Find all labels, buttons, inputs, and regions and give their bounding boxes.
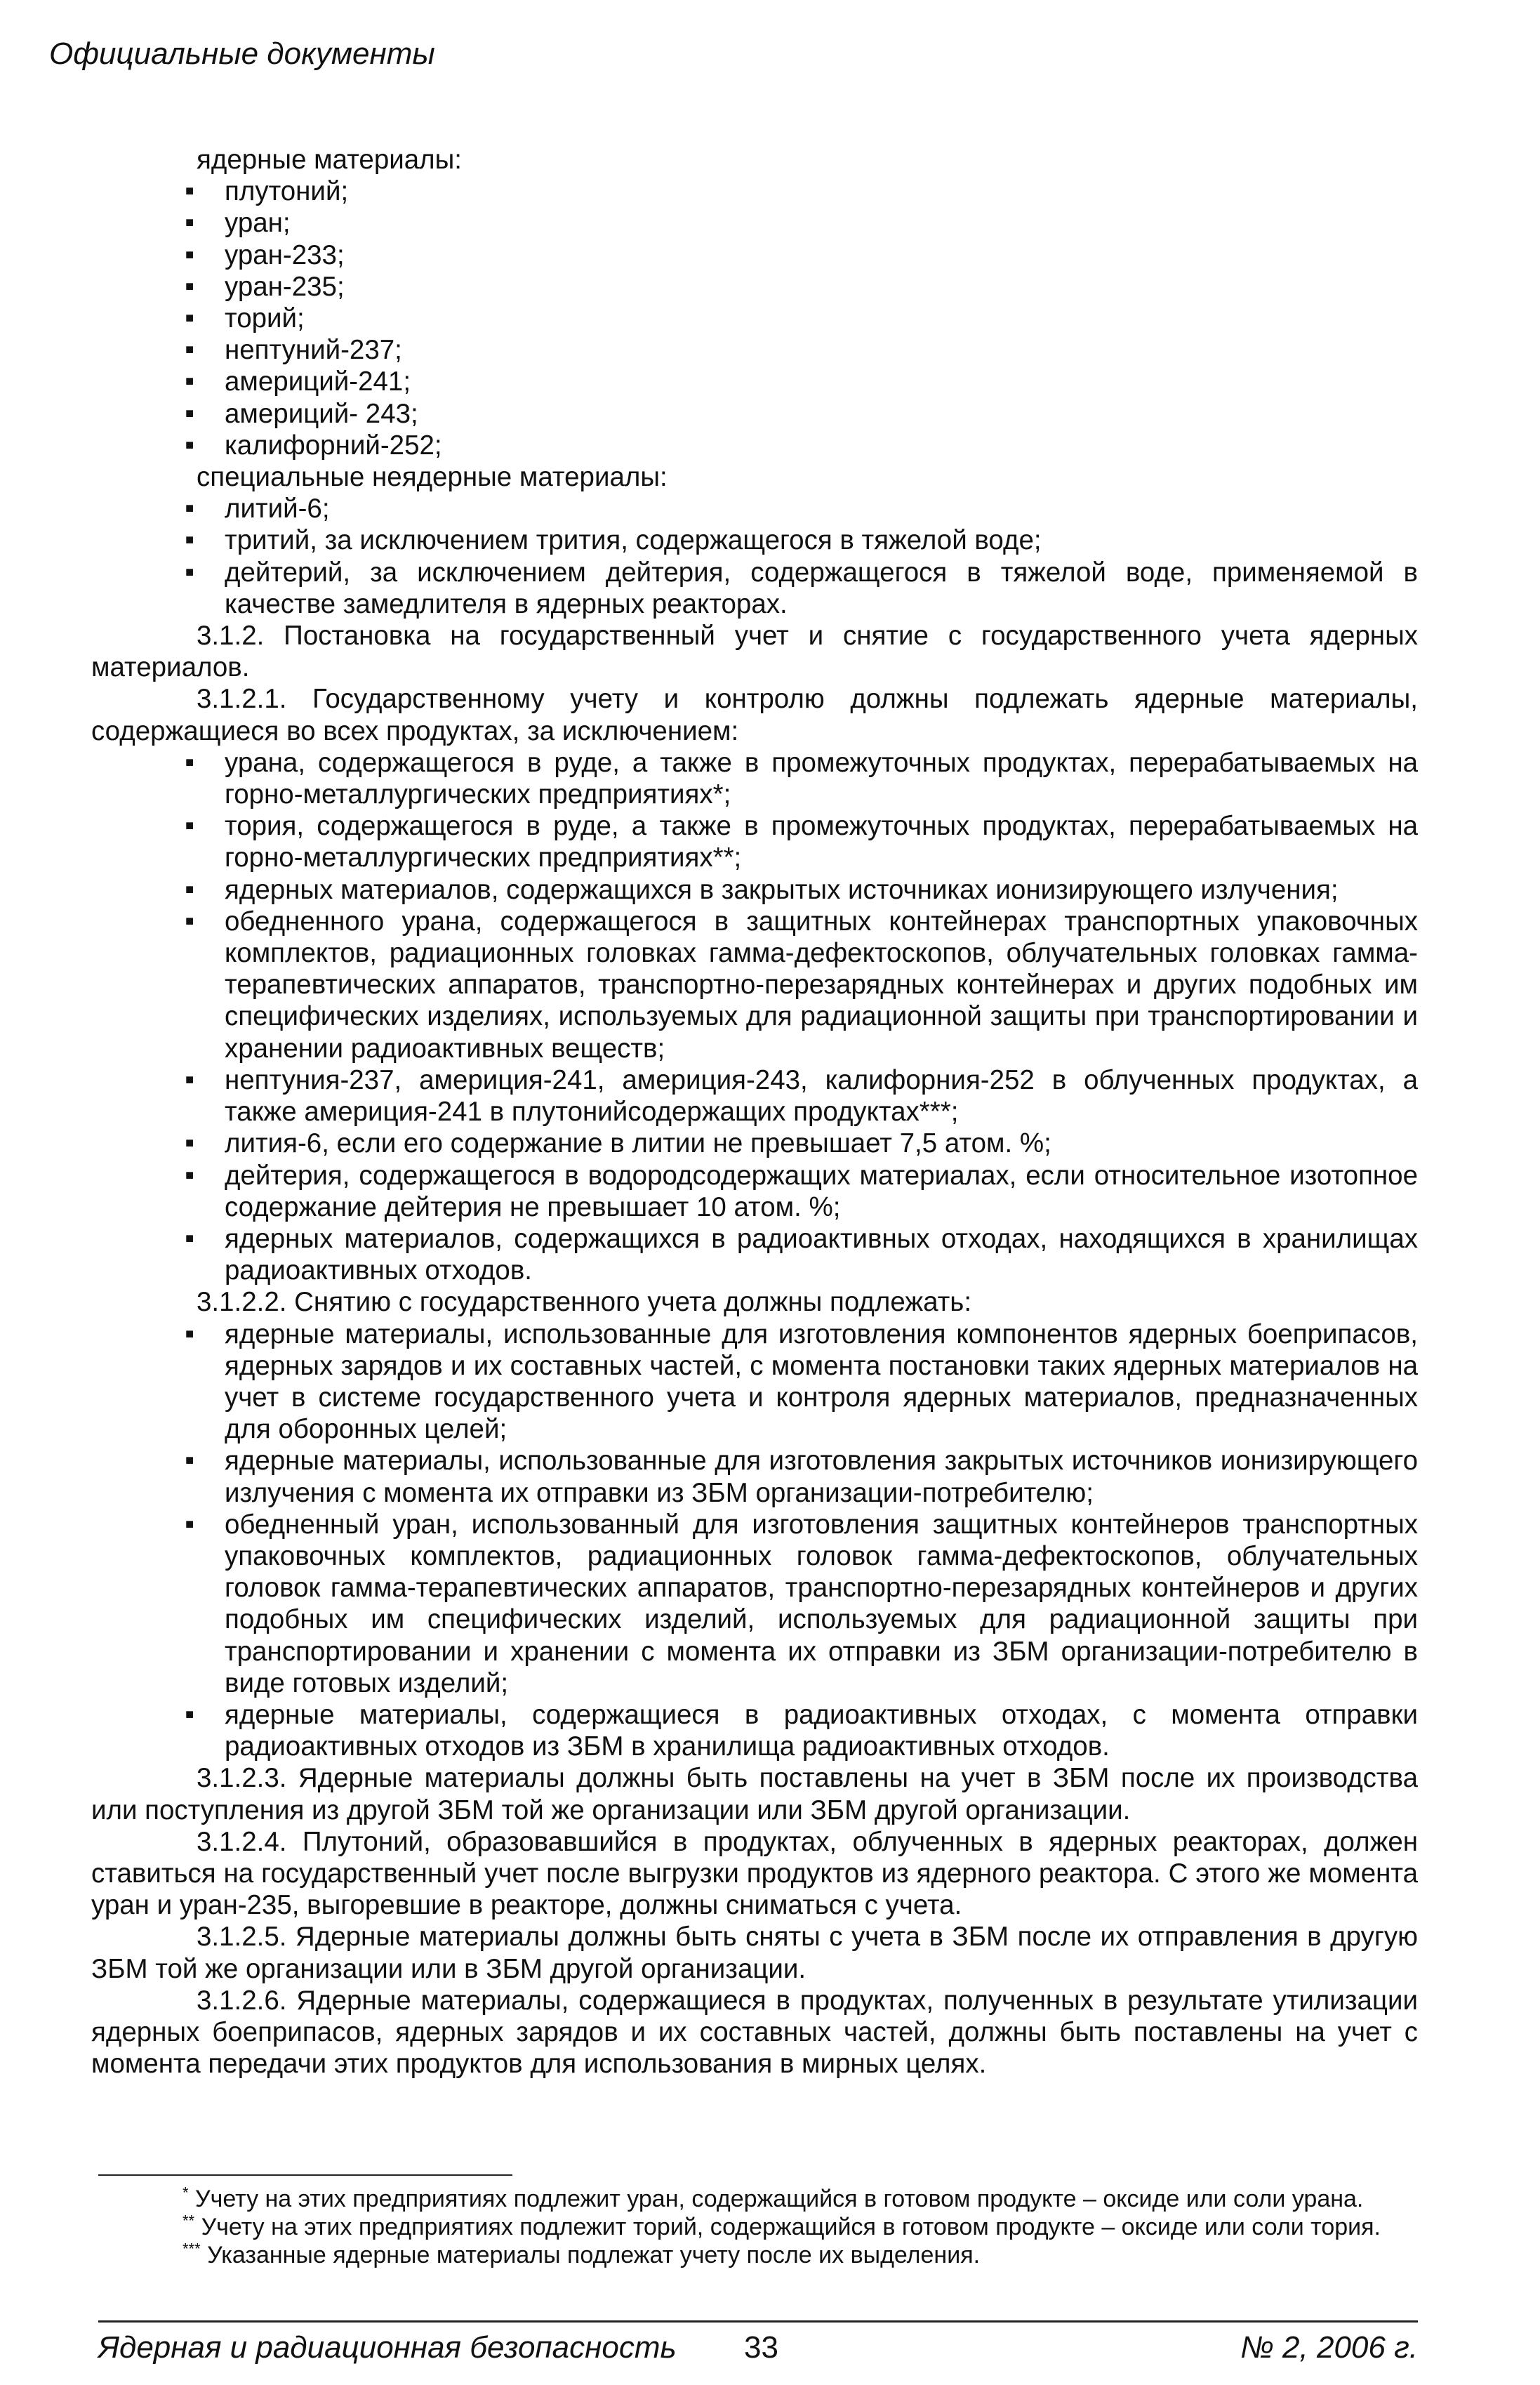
- footer-rule: [98, 2320, 1418, 2323]
- list-item: ■ америций- 243;: [182, 398, 1418, 430]
- footnote-text: Учету на этих предприятиях подлежит уран, содержащийся в готовом продукте – оксиде или соли урана.: [195, 2186, 1364, 2212]
- special-materials-label: специальные неядерные материалы:: [197, 462, 668, 493]
- list-item: ■ ядерные материалы, использованные для изготовления компонентов ядерных боеприпасов, ядерных зарядов и их составных частей, с момента постановки таких ядерных материалов на учет в системе государственного учета и контроля ядерных материалов, предназначенных для оборонных целей;: [182, 1319, 1418, 1446]
- list-item: ■ литий-6;: [182, 493, 1418, 524]
- list-item: ■ нептуния-237, америция-241, америция-243, калифорния-252 в облученных продуктах, а также америция-241 в плутонийсодержащих продуктах***;: [182, 1064, 1418, 1128]
- paragraph-3-1-2-5: 3.1.2.5. Ядерные материалы должны быть сняты с учета в ЗБМ после их отправления в другую ЗБМ той же организации или в ЗБМ другой организации.: [91, 1922, 1418, 1984]
- footnote-2: [98, 2213, 1418, 2241]
- list-item: ■ уран-233;: [182, 239, 1418, 271]
- list-item: ■ ядерных материалов, содержащихся в закрытых источниках ионизирующего излучения;: [182, 874, 1418, 906]
- footnote-text: Указанные ядерные материалы подлежат учету после их выделения.: [207, 2242, 981, 2268]
- footnote-divider: [98, 2174, 512, 2176]
- list-item: ■ урана, содержащегося в руде, а также в промежуточных продуктах, перерабатываемых на горно-металлургических предприятиях*;: [182, 747, 1418, 810]
- list-item: ■ уран-235;: [182, 271, 1418, 303]
- list-item: ■ тория, содержащегося в руде, а также в промежуточных продуктах, перерабатываемых на горно-металлургических предприятиях**;: [182, 810, 1418, 873]
- list-item: ■ ядерные материалы, использованные для изготовления закрытых источников ионизирующего излучения с момента их отправки из ЗБМ организации-потребителю;: [182, 1445, 1418, 1508]
- list-item: ■ обедненного урана, содержащегося в защитных контейнерах транспортных упаковочных комплектов, радиационных головках гамма-дефектоскопов, облучательных головках гамма-терапевтических аппаратов, транспортно-перезарядных контейнерах и других подобных им специфических изделиях, используемых для радиационной защиты при транспортировании и хранении радиоактивных веществ;: [182, 906, 1418, 1064]
- removals-list: [182, 1319, 1418, 1763]
- paragraph-3-1-2-2: 3.1.2.2. Снятию с государственного учета должны подлежать:: [197, 1287, 972, 1318]
- exceptions-list: [182, 747, 1418, 1286]
- list-item: ■ калифорний-252;: [182, 430, 1418, 461]
- footnote-mark: **: [182, 2212, 195, 2230]
- list-item: ■ уран;: [182, 207, 1418, 239]
- paragraph-3-1-2-1: 3.1.2.1. Государственному учету и контролю должны подлежать ядерные материалы, содержащиеся во всех продуктах, за исключением:: [91, 684, 1418, 746]
- footnote-mark: ***: [182, 2240, 201, 2258]
- paragraph-3-1-2: 3.1.2. Постановка на государственный учет и снятие с государственного учета ядерных материалов.: [91, 621, 1418, 683]
- list-item: ■ обедненный уран, использованный для изготовления защитных контейнеров транспортных упаковочных комплектов, радиационных головок гамма-дефектоскопов, облучательных головок гамма-терапевтических аппаратов, транспортно-перезарядных контейнеров и других подобных им специфических изделий, используемых для радиационной защиты при транспортировании и хранении с момента их отправки из ЗБМ организации-потребителю в виде готовых изделий;: [182, 1509, 1418, 1699]
- list-item: ■ нептуний-237;: [182, 334, 1418, 366]
- footnote-3: [98, 2241, 1418, 2269]
- issue-number: № 2, 2006 г.: [1240, 2330, 1418, 2365]
- journal-title: Ядерная и радиационная безопасность: [98, 2330, 677, 2365]
- footnotes: [98, 2185, 1418, 2269]
- nuclear-materials-list: [182, 176, 1418, 461]
- paragraph-3-1-2-6: 3.1.2.6. Ядерные материалы, содержащиеся в продуктах, полученных в результате утилизации ядерных боеприпасов, ядерных зарядов и их составных частей, должны быть поставлены на учет с момента передачи этих продуктов для использования в мирных целях.: [91, 1985, 1418, 2080]
- list-item: ■ америций-241;: [182, 366, 1418, 397]
- list-item: ■ дейтерий, за исключением дейтерия, содержащегося в тяжелой воде, применяемой в качестве замедлителя в ядерных реакторах.: [182, 557, 1418, 620]
- list-item: ■ дейтерия, содержащегося в водородсодержащих материалах, если относительное изотопное содержание дейтерия не превышает 10 атом. %;: [182, 1160, 1418, 1223]
- paragraph-3-1-2-3: 3.1.2.3. Ядерные материалы должны быть поставлены на учет в ЗБМ после их производства или поступления из другой ЗБМ той же организации или ЗБМ другой организации.: [91, 1763, 1418, 1825]
- list-item: ■ плутоний;: [182, 176, 1418, 207]
- list-item: ■ торий;: [182, 303, 1418, 334]
- list-item: ■ тритий, за исключением трития, содержащегося в тяжелой воде;: [182, 524, 1418, 556]
- list-item: ■ лития-6, если его содержание в литии не превышает 7,5 атом. %;: [182, 1128, 1418, 1159]
- section-header: Официальные документы: [49, 37, 435, 71]
- special-materials-list: [182, 493, 1418, 620]
- list-item: ■ ядерные материалы, содержащиеся в радиоактивных отходах, с момента отправки радиоактивных отходов из ЗБМ в хранилища радиоактивных отходов.: [182, 1699, 1418, 1762]
- list-item: ■ ядерных материалов, содержащихся в радиоактивных отходах, находящихся в хранилищах радиоактивных отходов.: [182, 1223, 1418, 1286]
- footnote-text: Учету на этих предприятиях подлежит торий, содержащийся в готовом продукте – оксиде или соли тория.: [201, 2214, 1381, 2240]
- document-body: [91, 144, 1418, 2080]
- page-number: 33: [744, 2330, 778, 2365]
- paragraph-3-1-2-4: 3.1.2.4. Плутоний, образовавшийся в продуктах, облученных в ядерных реакторах, должен ставиться на государственный учет после выгрузки продуктов из ядерного реактора. С этого же момента уран и уран-235, выгоревшие в реакторе, должны сниматься с учета.: [91, 1826, 1418, 1921]
- footnote-1: [98, 2185, 1418, 2213]
- nuclear-materials-label: ядерные материалы:: [197, 145, 462, 175]
- footnote-mark: *: [182, 2184, 189, 2202]
